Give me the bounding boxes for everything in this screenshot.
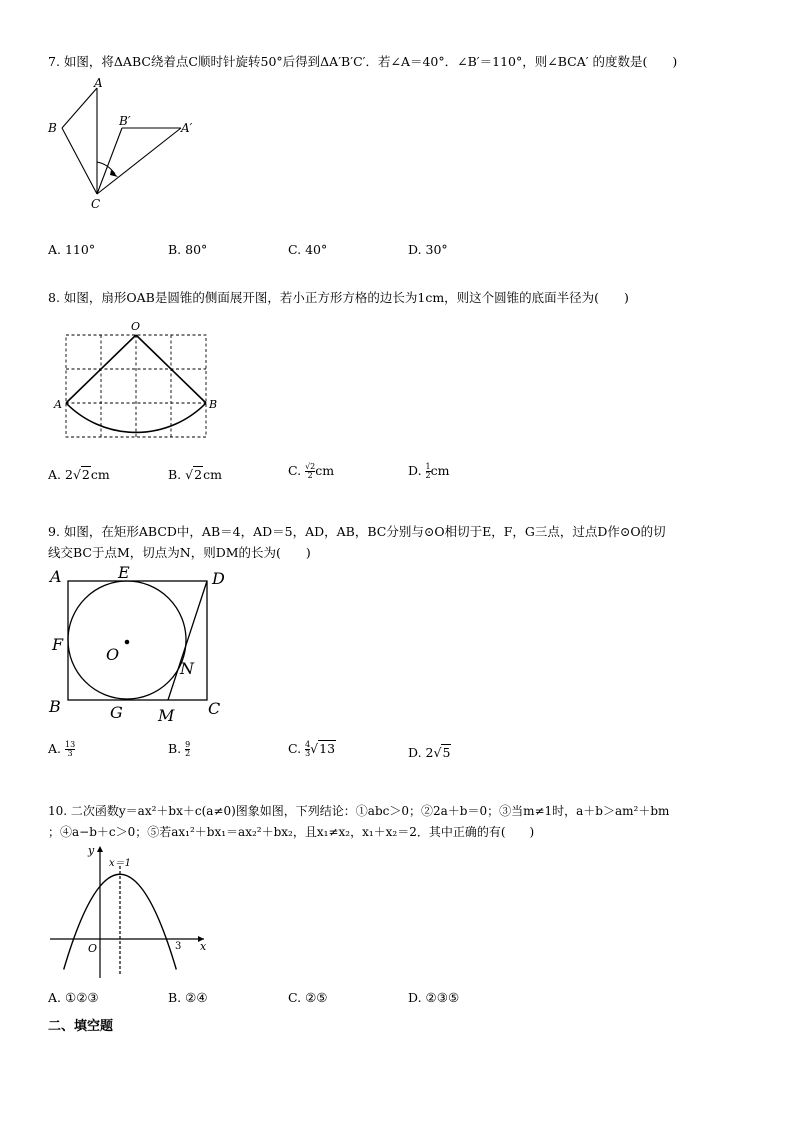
q7-label-B: B bbox=[48, 121, 57, 135]
q7-label-A: A bbox=[94, 76, 103, 90]
figure-q9-rectangle-circle bbox=[44, 564, 234, 726]
q7-option-c[interactable]: C. 40° bbox=[288, 242, 328, 257]
q9-center-point bbox=[125, 640, 130, 645]
q9-label-M: M bbox=[158, 706, 175, 725]
q8-label-B: B bbox=[209, 398, 218, 411]
q9-option-c[interactable]: C. $\frac{4}{3}$ √13 bbox=[288, 740, 336, 758]
q8-option-c[interactable]: C. $\frac{√2}{2}$ cm bbox=[288, 462, 335, 480]
question-9-stem-line2: 线交BC于点M，切点为N，则DM的长为( ) bbox=[48, 545, 311, 560]
q10-y-arrow-icon bbox=[97, 846, 103, 852]
q9-option-b[interactable]: B. $\frac{9}{2}$ bbox=[168, 740, 191, 758]
q9-label-G: G bbox=[110, 703, 123, 722]
q10-label-O: O bbox=[88, 942, 98, 955]
circled-number: ③ bbox=[436, 990, 448, 1005]
fraction: $\frac{9}{2}$ bbox=[185, 740, 191, 758]
fraction: $\frac{13}{3}$ bbox=[64, 740, 76, 758]
q10-option-a[interactable]: A. ①②③ bbox=[48, 990, 99, 1005]
q7-segment-AB bbox=[62, 88, 97, 128]
circled-number: ② bbox=[76, 990, 88, 1005]
q9-label-B: B bbox=[49, 697, 61, 716]
q9-label-A: A bbox=[50, 567, 62, 586]
circled-number: ② bbox=[425, 990, 437, 1005]
q9-label-E: E bbox=[118, 564, 130, 582]
figure-q10-parabola bbox=[44, 842, 214, 982]
circled-number: ⑤ bbox=[447, 990, 460, 1005]
q10-label-x-eq-1: x＝1 bbox=[109, 858, 132, 869]
q7-label-C: C bbox=[91, 197, 101, 211]
circled-number: ④ bbox=[196, 990, 208, 1005]
q10-option-b[interactable]: B. ②④ bbox=[168, 990, 208, 1005]
q10-label-x: x bbox=[200, 940, 207, 953]
question-7-stem: 7. 如图，将ΔABC绕着点C顺时针旋转50°后得到ΔA′B′C′．若∠A＝40°．∠B′＝110°，则∠BCA′ 的度数是( ) bbox=[48, 54, 678, 69]
q7-option-a[interactable]: A. 110° bbox=[48, 242, 96, 257]
circled-number: ① bbox=[64, 990, 77, 1005]
figure-q7-triangles bbox=[44, 74, 214, 214]
q8-label-O: O bbox=[131, 320, 141, 333]
circled-number: ② bbox=[305, 990, 317, 1005]
question-10-stem-line1: 10. 二次函数y＝ax²＋bx＋c(a≠0)图象如图，下列结论：①abc＞0；②2a＋b＝0；③当m≠1时，a＋b＞am²＋bm bbox=[48, 804, 670, 818]
figure-q8-sector-grid bbox=[50, 318, 230, 444]
q9-label-F: F bbox=[52, 635, 64, 654]
fraction: $\frac{4}{3}$ bbox=[305, 740, 311, 758]
sqrt-icon: √ bbox=[185, 467, 194, 482]
q9-label-C: C bbox=[208, 699, 221, 718]
circled-number: ⑤ bbox=[316, 990, 328, 1005]
q7-rotation-arrow-icon bbox=[110, 170, 118, 177]
q7-option-b[interactable]: B. 80° bbox=[168, 242, 208, 257]
q8-option-b[interactable]: B. √2cm bbox=[168, 467, 222, 482]
sqrt-icon: √ bbox=[433, 745, 442, 760]
q10-option-d[interactable]: D. ②③⑤ bbox=[408, 990, 460, 1005]
question-10-stem-line2: ；④a−b＋c＞0；⑤若ax₁²＋bx₁＝ax₂²＋bx₂，且x₁≠x₂，x₁＋x₂＝2．其中正确的有( ) bbox=[48, 825, 535, 839]
q9-label-N: N bbox=[180, 659, 194, 678]
q8-option-a[interactable]: A. 2√2cm bbox=[48, 467, 110, 482]
fraction: $\frac{√2}{2}$ bbox=[305, 462, 316, 480]
q8-label-A: A bbox=[54, 398, 62, 411]
q7-option-d[interactable]: D. 30° bbox=[408, 242, 448, 257]
q9-option-a[interactable]: A. $\frac{13}{3}$ bbox=[48, 740, 76, 758]
fraction: $\frac{1}{2}$ bbox=[425, 462, 431, 480]
q8-grid bbox=[66, 335, 206, 437]
circled-number: ② bbox=[185, 990, 197, 1005]
question-9-stem-line1: 9. 如图，在矩形ABCD中，AB＝4，AD＝5，AD，AB，BC分别与⊙O相切于E，F，G三点，过点D作⊙O的切 bbox=[48, 524, 666, 539]
circled-number: ③ bbox=[87, 990, 99, 1005]
q9-label-O: O bbox=[106, 645, 120, 664]
q7-label-Aprime: A′ bbox=[181, 121, 193, 135]
question-8-stem: 8. 如图，扇形OAB是圆锥的侧面展开图，若小正方形方格的边长为1cm，则这个圆锥的底面半径为( ) bbox=[48, 290, 629, 305]
q9-label-D: D bbox=[212, 569, 225, 588]
q10-label-3: 3 bbox=[175, 941, 182, 952]
q9-option-d[interactable]: D. 2√5 bbox=[408, 745, 451, 760]
q7-segment-BC bbox=[62, 128, 97, 194]
q10-label-y: y bbox=[88, 844, 95, 857]
sqrt-icon: √ bbox=[72, 467, 81, 482]
q10-option-c[interactable]: C. ②⑤ bbox=[288, 990, 328, 1005]
q7-label-Bprime: B′ bbox=[119, 114, 131, 128]
q9-tangent-DM bbox=[168, 581, 207, 700]
sqrt-icon: √ bbox=[310, 741, 319, 756]
q8-option-d[interactable]: D. $\frac{1}{2}$ cm bbox=[408, 462, 450, 480]
section-title-fill-in: 二、填空题 bbox=[48, 1019, 114, 1034]
